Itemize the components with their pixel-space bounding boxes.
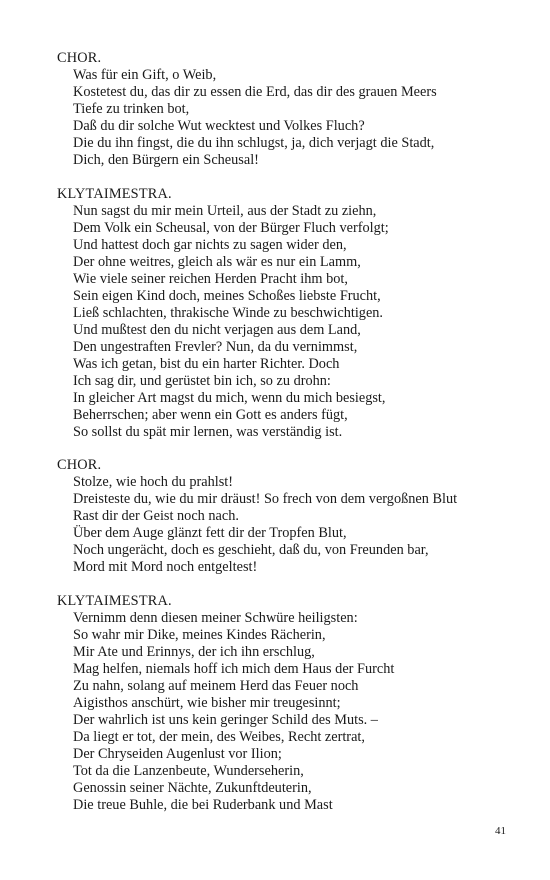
verse-line: Genossin seiner Nächte, Zukunftdeuterin,: [73, 779, 312, 796]
verse-line: Kostetest du, das dir zu essen die Erd, das dir des grauen Meers: [73, 84, 437, 100]
verse-line: Daß du dir solche Wut wecktest und Volkes Fluch?: [73, 118, 365, 134]
verse-line: Was für ein Gift, o Weib,: [73, 67, 217, 83]
verse-line: Der Chryseiden Augenlust vor Ilion;: [73, 745, 282, 762]
verse-line: Die du ihn fingst, die du ihn schlugst, ja, dich verjagt die Stadt,: [73, 135, 435, 151]
verse-line: Tiefe zu trinken bot,: [73, 101, 190, 117]
speaker-label: CHOR.: [57, 457, 102, 473]
verse-line: Mord mit Mord noch entgeltest!: [73, 559, 258, 575]
speech-block-2: [57, 186, 527, 441]
verse-line: Was ich getan, bist du ein harter Richter. Doch: [73, 355, 340, 372]
verse-line: Der ohne weitres, gleich als wär es nur ein Lamm,: [73, 253, 361, 270]
verse-line: Und mußtest den du nicht verjagen aus dem Land,: [73, 321, 361, 338]
verse-line: Nun sagst du mir mein Urteil, aus der Stadt zu ziehn,: [73, 202, 377, 219]
verse-line: Dreisteste du, wie du mir dräust! So frech von dem vergoßnen Blut: [73, 491, 458, 507]
speaker-label: KLYTAIMESTRA.: [57, 185, 172, 202]
verse-line: Beherrschen; aber wenn ein Gott es anders fügt,: [73, 406, 348, 423]
verse-line: So wahr mir Dike, meines Kindes Rächerin,: [73, 626, 326, 643]
verse-line: Der wahrlich ist uns kein geringer Schild des Muts. –: [73, 711, 378, 728]
document-page: [57, 50, 527, 830]
speech-block-3: [57, 457, 527, 576]
verse-line: Mag helfen, niemals hoff ich mich dem Haus der Furcht: [73, 660, 395, 677]
verse-line: Ließ schlachten, thrakische Winde zu beschwichtigen.: [73, 304, 384, 321]
verse-line: Wie viele seiner reichen Herden Pracht ihm bot,: [73, 270, 348, 287]
speech-block-1: [57, 50, 527, 169]
verse-line: Zu nahn, solang auf meinem Herd das Feuer noch: [73, 677, 359, 694]
verse-line: Über dem Auge glänzt fett dir der Tropfen Blut,: [73, 525, 347, 541]
verse-line: Rast dir der Geist noch nach.: [73, 508, 239, 524]
verse-line: Vernimm denn diesen meiner Schwüre heiligsten:: [73, 609, 358, 626]
verse-line: Mir Ate und Erinnys, der ich ihn erschlug,: [73, 643, 315, 660]
verse-line: Noch ungerächt, doch es geschieht, daß du, von Freunden bar,: [73, 542, 429, 558]
speaker-label: CHOR.: [57, 50, 102, 66]
verse-line: Und hattest doch gar nichts zu sagen wider den,: [73, 236, 347, 253]
page-number: 41: [495, 825, 506, 837]
verse-line: So sollst du spät mir lernen, was verständig ist.: [73, 423, 343, 440]
verse-line: Dem Volk ein Scheusal, von der Bürger Fluch verfolgt;: [73, 219, 389, 236]
speech-block-4: [57, 593, 527, 814]
verse-line: Die treue Buhle, die bei Ruderbank und Mast: [73, 796, 333, 813]
verse-line: Aigisthos anschürt, wie bisher mir treugesinnt;: [73, 694, 341, 711]
verse-line: Den ungestraften Frevler? Nun, da du vernimmst,: [73, 338, 358, 355]
verse-line: Sein eigen Kind doch, meines Schoßes liebste Frucht,: [73, 287, 381, 304]
verse-line: Da liegt er tot, der mein, des Weibes, Recht zertrat,: [73, 728, 365, 745]
verse-line: Stolze, wie hoch du prahlst!: [73, 474, 234, 490]
speaker-label: KLYTAIMESTRA.: [57, 592, 172, 609]
verse-line: Ich sag dir, und gerüstet bin ich, so zu drohn:: [73, 372, 331, 389]
verse-line: Tot da die Lanzenbeute, Wunderseherin,: [73, 762, 304, 779]
verse-line: In gleicher Art magst du mich, wenn du mich besiegst,: [73, 389, 386, 406]
verse-line: Dich, den Bürgern ein Scheusal!: [73, 152, 259, 168]
